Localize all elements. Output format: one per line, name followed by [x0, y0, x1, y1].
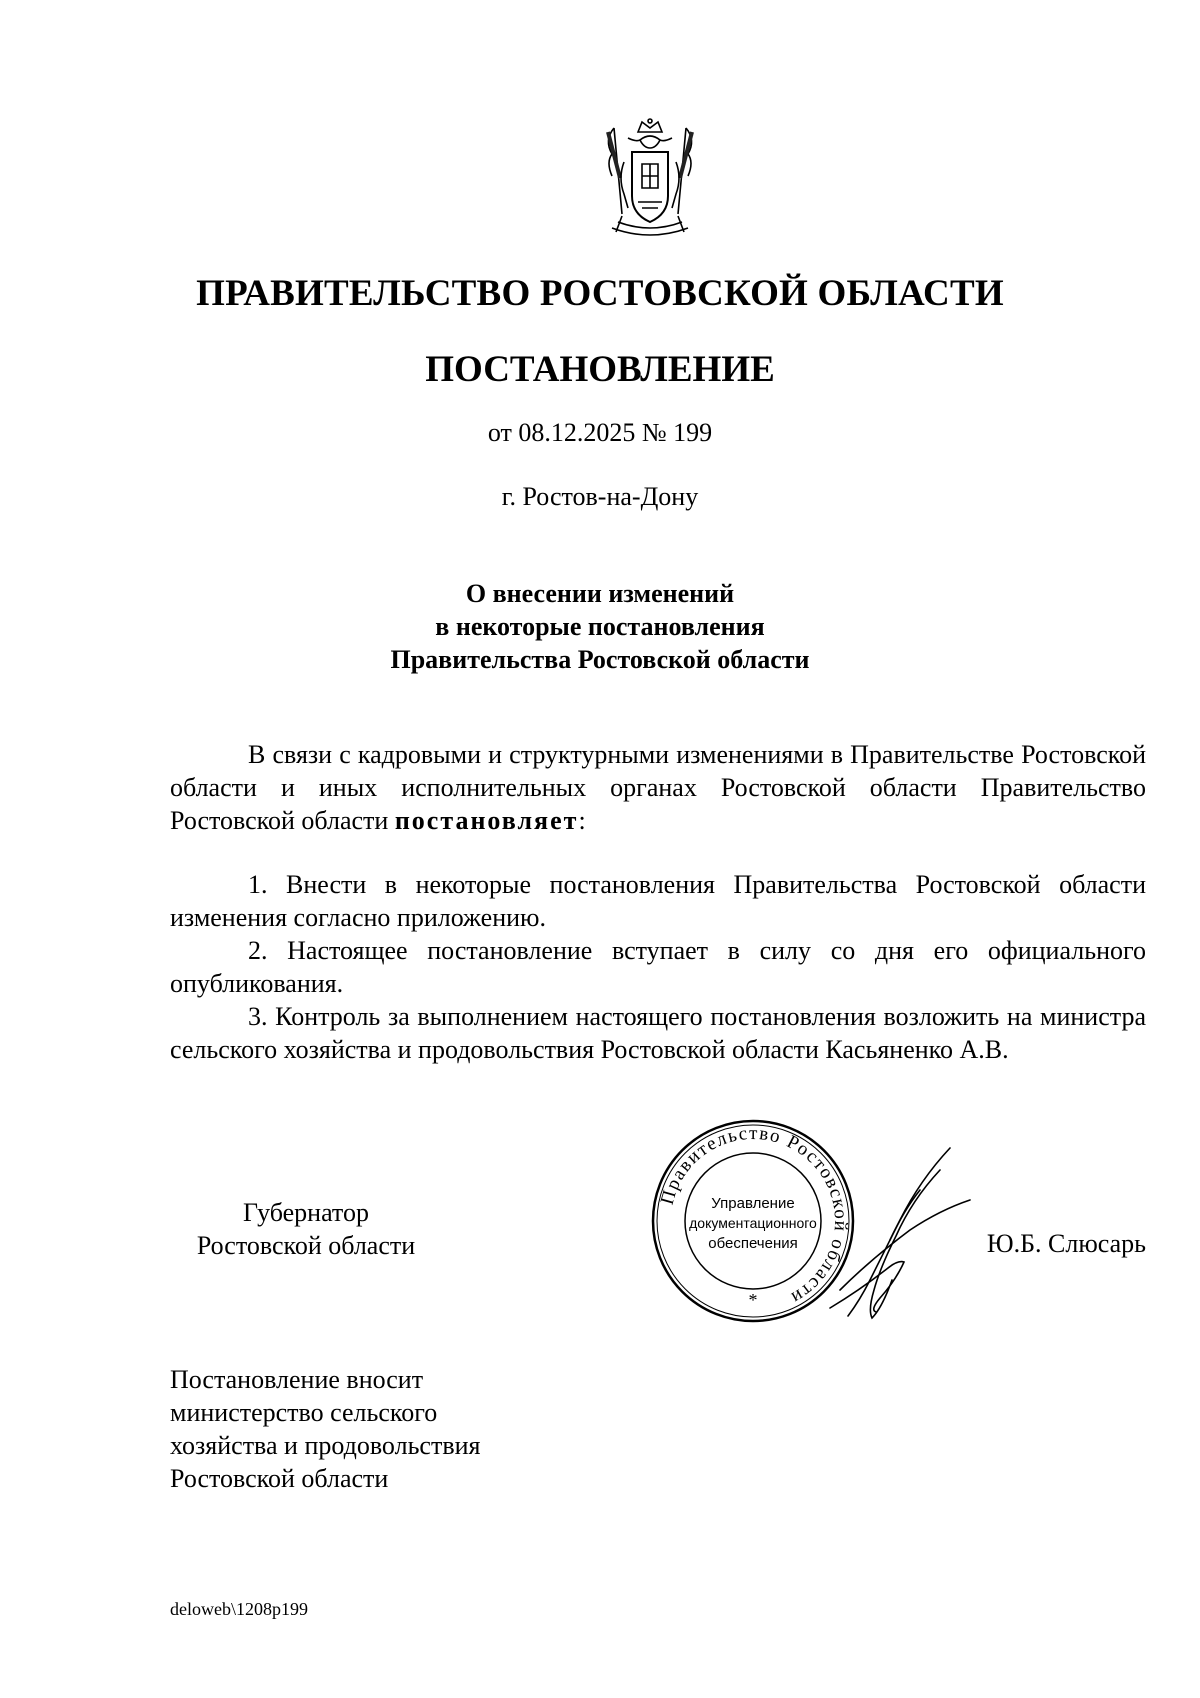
seal-inner-line: обеспечения [708, 1235, 798, 1252]
decree-word: постановляет [394, 806, 579, 835]
subject-line: в некоторые постановления [435, 612, 765, 641]
coat-of-arms-icon [598, 118, 702, 242]
introducer-line: Ростовской области [170, 1464, 389, 1493]
introducer-line: хозяйства и продовольствия [170, 1431, 481, 1460]
decree-item-1: 1. Внести в некоторые постановления Правительства Ростовской области изменения согласно приложению. [170, 870, 1146, 932]
preamble-end: : [578, 806, 586, 835]
signer-position [176, 1196, 436, 1262]
introducer-note [170, 1363, 590, 1495]
seal-inner-line: Управление [711, 1195, 795, 1212]
signer-position-line: Ростовской области [196, 1231, 416, 1260]
government-title: ПРАВИТЕЛЬСТВО РОСТОВСКОЙ ОБЛАСТИ [196, 273, 1004, 314]
subject-line: О внесении изменений [465, 579, 735, 608]
document-city: г. Ростов-на-Дону [501, 482, 699, 511]
preamble-paragraph [170, 738, 1146, 837]
seal-star: * [748, 1290, 758, 1310]
signer-position-line: Губернатор [243, 1198, 369, 1227]
decree-item-2: 2. Настоящее постановление вступает в силу со дня его официального опубликования. [170, 936, 1146, 998]
decree-item-3: 3. Контроль за выполнением настоящего постановления возложить на министра сельского хозяйства и продовольствия Ростовской области Касьяненко А.В. [170, 1002, 1146, 1064]
file-reference: deloweb\1208p199 [170, 1599, 308, 1619]
introducer-line: министерство сельского [170, 1398, 438, 1427]
decree-items [170, 868, 1146, 1066]
seal-ring-text: Правительство Ростовской области [656, 1122, 852, 1309]
signer-name: Ю.Б. Слюсарь [986, 1229, 1146, 1258]
document-date-number: от 08.12.2025 № 199 [487, 418, 713, 447]
preamble-text: В связи с кадровыми и структурными изменениями в Правительстве Ростовской области и иных исполнительных органах Ростовской области Правительство Ростовской области [170, 740, 1146, 835]
handwritten-signature [800, 1140, 990, 1340]
introducer-line: Постановление вносит [170, 1365, 424, 1394]
subject-line: Правительства Ростовской области [390, 645, 810, 674]
document-subject [0, 577, 1200, 676]
document-type: ПОСТАНОВЛЕНИЕ [425, 349, 775, 390]
seal-inner-line: документационного [689, 1215, 817, 1231]
